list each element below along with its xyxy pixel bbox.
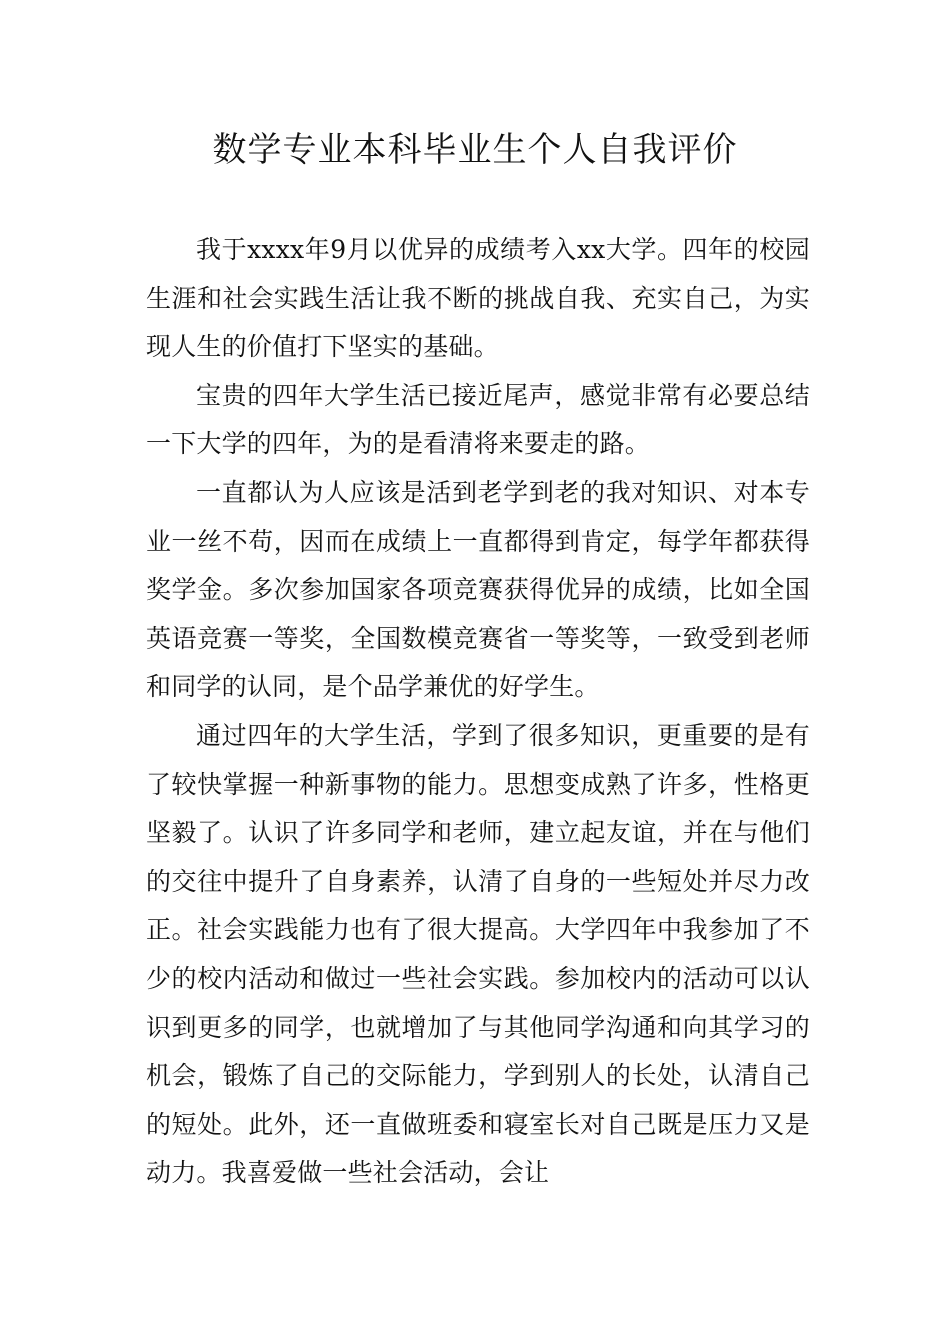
paragraph-1: 我于xxxx年9月以优异的成绩考入xx大学。四年的校园生涯和社会实践生活让我不断的挑战自我、充实自己，为实现人生的价值打下坚实的基础。 <box>146 235 810 362</box>
paragraph-4: 通过四年的大学生活，学到了很多知识，更重要的是有了较快掌握一种新事物的能力。思想变成熟了许多，性格更坚毅了。认识了许多同学和老师，建立起友谊，并在与他们的交往中提升了自身素养，认清了自身的一些短处并尽力改正。社会实践能力也有了很大提高。大学四年中我参加了不少的校内活动和做过一些社会实践。参加校内的活动可以认识到更多的同学，也就增加了与其他同学沟通和向其学习的机会，锻炼了自己的交际能力，学到别人的长处，认清自己的短处。此外，还一直做班委和寝室长对自己既是压力又是动力。我喜爱做一些社会活动，会让 <box>146 720 810 1188</box>
document-title: 数学专业本科毕业生个人自我评价 <box>212 130 738 170</box>
document-body <box>146 226 810 1198</box>
paragraph-3: 一直都认为人应该是活到老学到老的我对知识、对本专业一丝不苟，因而在成绩上一直都得到肯定，每学年都获得奖学金。多次参加国家各项竞赛获得优异的成绩，比如全国英语竞赛一等奖，全国数模竞赛省一等奖等，一致受到老师和同学的认同，是个品学兼优的好学生。 <box>146 477 810 702</box>
paragraph-2: 宝贵的四年大学生活已接近尾声，感觉非常有必要总结一下大学的四年，为的是看清将来要走的路。 <box>146 380 810 459</box>
